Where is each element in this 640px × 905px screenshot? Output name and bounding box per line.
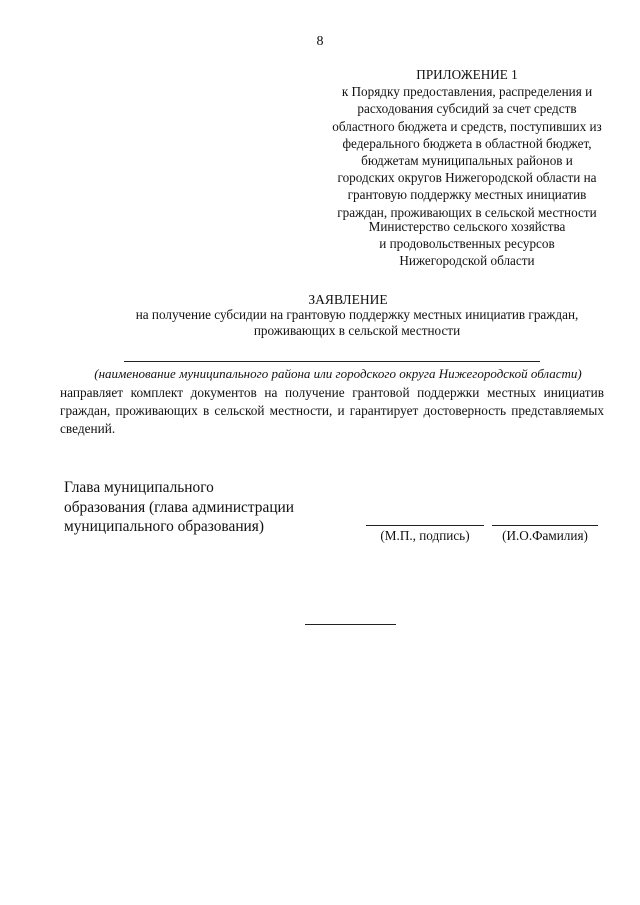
head-signature-line: образования (глава администрации [64, 498, 295, 516]
applicant-name-line [124, 361, 540, 362]
statement-subtitle [100, 307, 614, 339]
statement-subtitle-line: на получение субсидии на грантовую поддержку местных инициатив граждан, [135, 307, 579, 322]
appendix-title: ПРИЛОЖЕНИЕ 1 [416, 67, 518, 82]
appendix-line: граждан, проживающих в сельской местности [337, 204, 597, 220]
head-signature-line: Глава муниципального [64, 479, 214, 496]
appendix-line: городских округов Нижегородской области на [337, 170, 597, 186]
head-signature-block [64, 478, 364, 537]
appendix-line: расходования субсидий за счет средств [357, 101, 577, 117]
signature-line-name [492, 525, 598, 526]
body-paragraph: направляет комплект документов на получение грантовой поддержки местных инициатив граждан, проживающих в сельской местности, и гарантирует достоверность представляемых сведений. [60, 385, 604, 436]
addressee-line: и продовольственных ресурсов [379, 236, 555, 251]
addressee-line: Министерство сельского хозяйства [368, 219, 566, 234]
addressee-line: Нижегородской области [399, 253, 535, 268]
appendix-line: федерального бюджета в областной бюджет, [342, 135, 592, 151]
page-number: 8 [316, 34, 324, 49]
appendix-line: областного бюджета и средств, поступивших из [332, 118, 602, 134]
head-signature-line: муниципального образования) [64, 518, 264, 535]
appendix-line: к Порядку предоставления, распределения и [341, 84, 593, 100]
end-divider [305, 624, 396, 625]
signature-line-stamp [366, 525, 484, 526]
statement-title: ЗАЯВЛЕНИЕ [308, 292, 388, 307]
applicant-caption: (наименование муниципального района или городского округа Нижегородской области) [94, 366, 582, 381]
statement-subtitle-line: проживающих в сельской местности [253, 323, 461, 338]
addressee-block [330, 218, 604, 269]
stamp-signature-caption: (М.П., подпись) [380, 528, 470, 543]
appendix-line: грантовую поддержку местных инициатив [347, 187, 587, 203]
name-caption: (И.О.Фамилия) [502, 528, 588, 543]
appendix-block [320, 66, 614, 221]
appendix-line: бюджетам муниципальных районов и [361, 153, 573, 169]
